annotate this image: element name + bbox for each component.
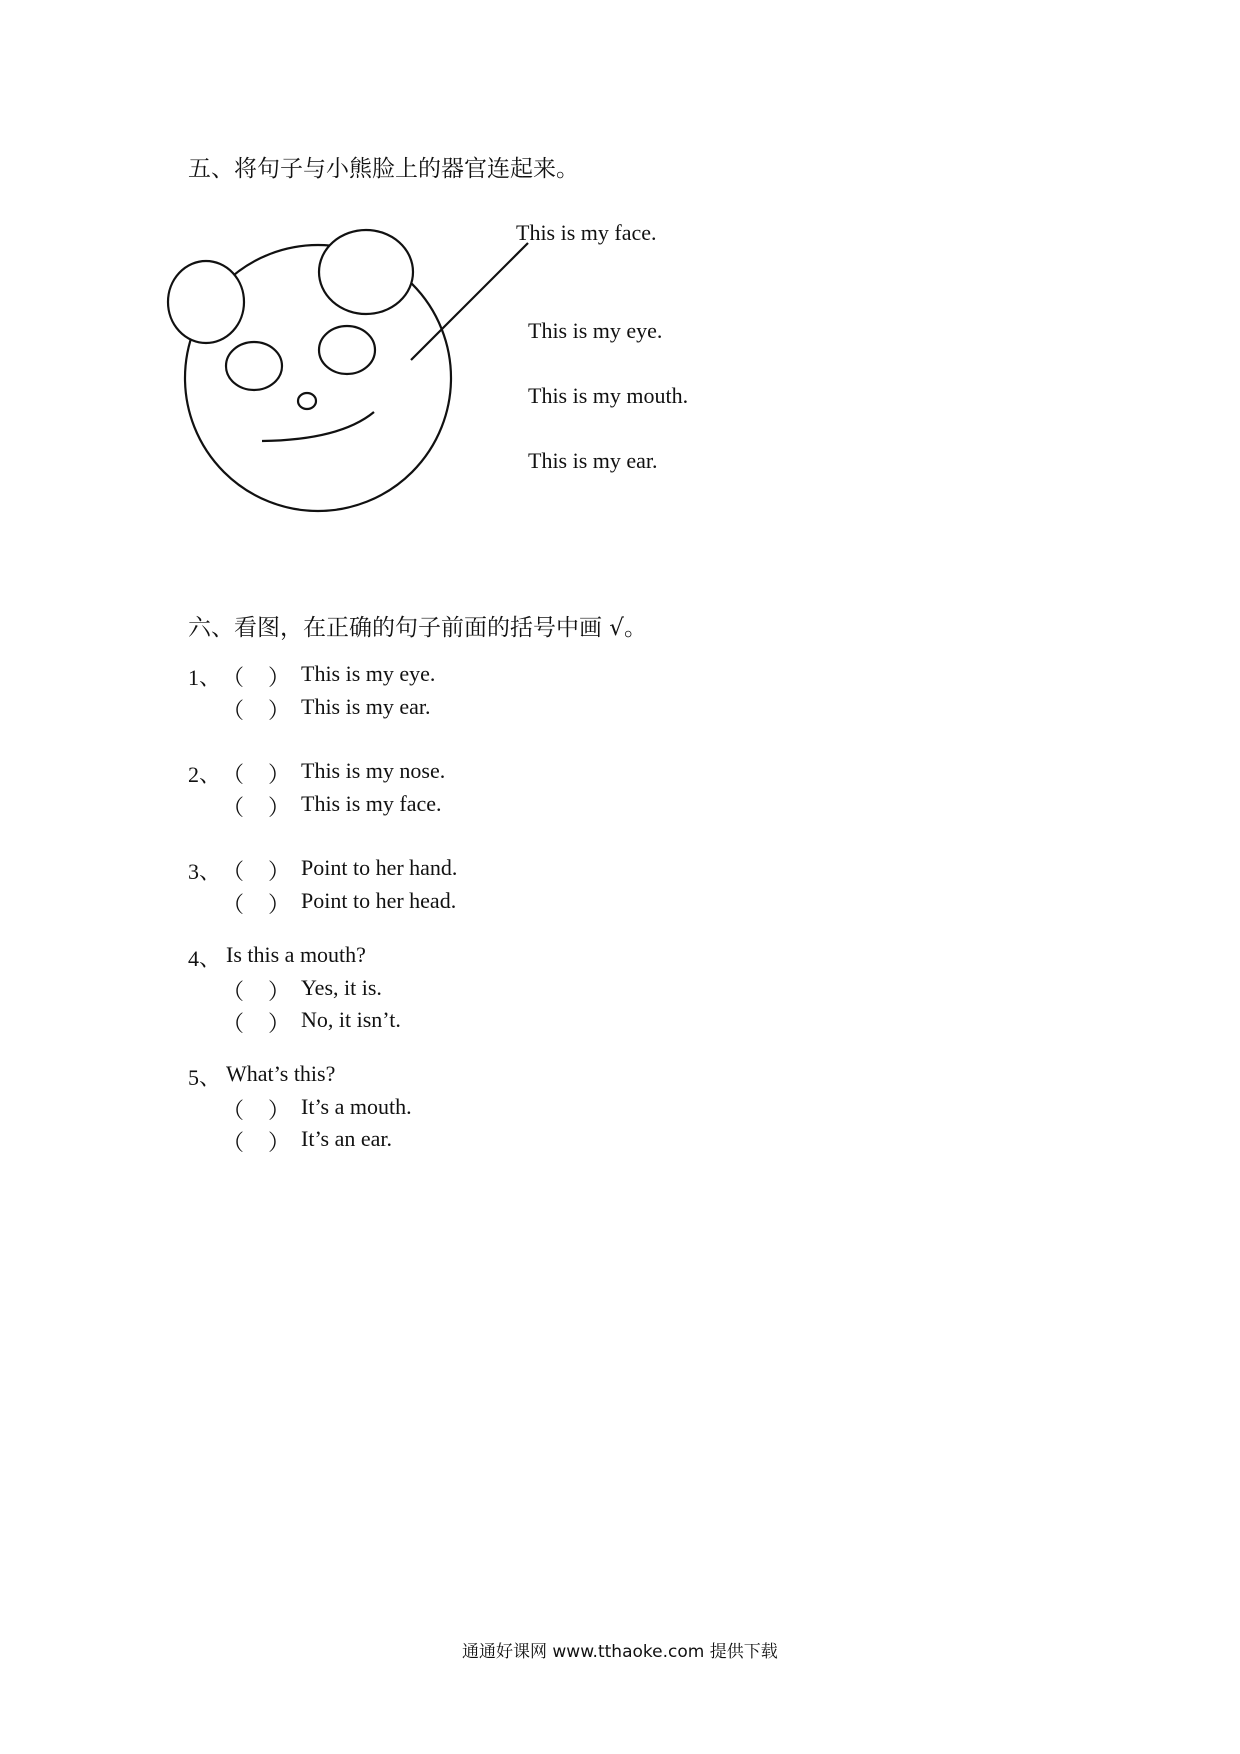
connecting-line-face <box>411 243 528 360</box>
question-5-option-1: It’s a mouth. <box>301 1094 412 1119</box>
question-2-option-1-close-paren[interactable]: ） <box>268 762 291 787</box>
question-3-number: 3、 <box>188 859 222 884</box>
question-4-option-1-open-paren[interactable]: （ <box>222 979 245 1004</box>
question-5-number: 5、 <box>188 1065 222 1090</box>
question-3-option-1: Point to her hand. <box>301 855 458 880</box>
sentence-face: This is my face. <box>516 220 657 245</box>
question-1-option-1: This is my eye. <box>301 661 436 686</box>
question-5-option-1-open-paren[interactable]: （ <box>222 1098 245 1123</box>
bear-right-eye <box>319 326 375 374</box>
question-2-option-1-open-paren[interactable]: （ <box>222 762 245 787</box>
question-1-option-2-close-paren[interactable]: ） <box>268 698 291 723</box>
question-5-option-2-close-paren[interactable]: ） <box>268 1130 291 1155</box>
bear-left-ear <box>168 261 244 343</box>
bear-left-eye <box>226 342 282 390</box>
bear-mouth <box>262 412 374 441</box>
question-1-option-2: This is my ear. <box>301 694 431 719</box>
question-5-option-1-close-paren[interactable]: ） <box>268 1098 291 1123</box>
section-5-heading: 五、将句子与小熊脸上的器官连起来。 <box>188 156 579 182</box>
question-1-option-2-open-paren[interactable]: （ <box>222 698 245 723</box>
question-4-option-2-open-paren[interactable]: （ <box>222 1011 245 1036</box>
question-4-option-1-close-paren[interactable]: ） <box>268 979 291 1004</box>
question-5-option-2-open-paren[interactable]: （ <box>222 1130 245 1155</box>
sentence-eye: This is my eye. <box>528 318 663 343</box>
question-3-option-2: Point to her head. <box>301 888 457 913</box>
question-3-option-1-close-paren[interactable]: ） <box>268 859 291 884</box>
question-2-option-2: This is my face. <box>301 791 442 816</box>
page-footer: 通通好课网 www.tthaoke.com 提供下载 <box>462 1642 778 1662</box>
question-3-option-1-open-paren[interactable]: （ <box>222 859 245 884</box>
bear-nose <box>298 393 316 409</box>
sentence-mouth: This is my mouth. <box>528 383 689 408</box>
question-4-option-2-close-paren[interactable]: ） <box>268 1011 291 1036</box>
question-4-number: 4、 <box>188 946 222 971</box>
question-1-option-1-close-paren[interactable]: ） <box>268 665 291 690</box>
question-2-option-1: This is my nose. <box>301 758 446 783</box>
question-2-option-2-open-paren[interactable]: （ <box>222 795 245 820</box>
question-2-number: 2、 <box>188 762 222 787</box>
question-5-prompt: What’s this? <box>226 1061 336 1086</box>
sentence-ear: This is my ear. <box>528 448 658 473</box>
question-1-number: 1、 <box>188 665 222 690</box>
question-2-option-2-close-paren[interactable]: ） <box>268 795 291 820</box>
question-1-option-1-open-paren[interactable]: （ <box>222 665 245 690</box>
question-5-option-2: It’s an ear. <box>301 1126 393 1151</box>
question-3-option-2-open-paren[interactable]: （ <box>222 892 245 917</box>
bear-right-ear <box>319 230 413 314</box>
question-4-option-1: Yes, it is. <box>301 975 382 1000</box>
question-4-prompt: Is this a mouth? <box>226 942 366 967</box>
question-3-option-2-close-paren[interactable]: ） <box>268 892 291 917</box>
question-4-option-2: No, it isn’t. <box>301 1007 401 1032</box>
section-6-heading: 六、看图，在正确的句子前面的括号中画 √。 <box>188 615 647 641</box>
